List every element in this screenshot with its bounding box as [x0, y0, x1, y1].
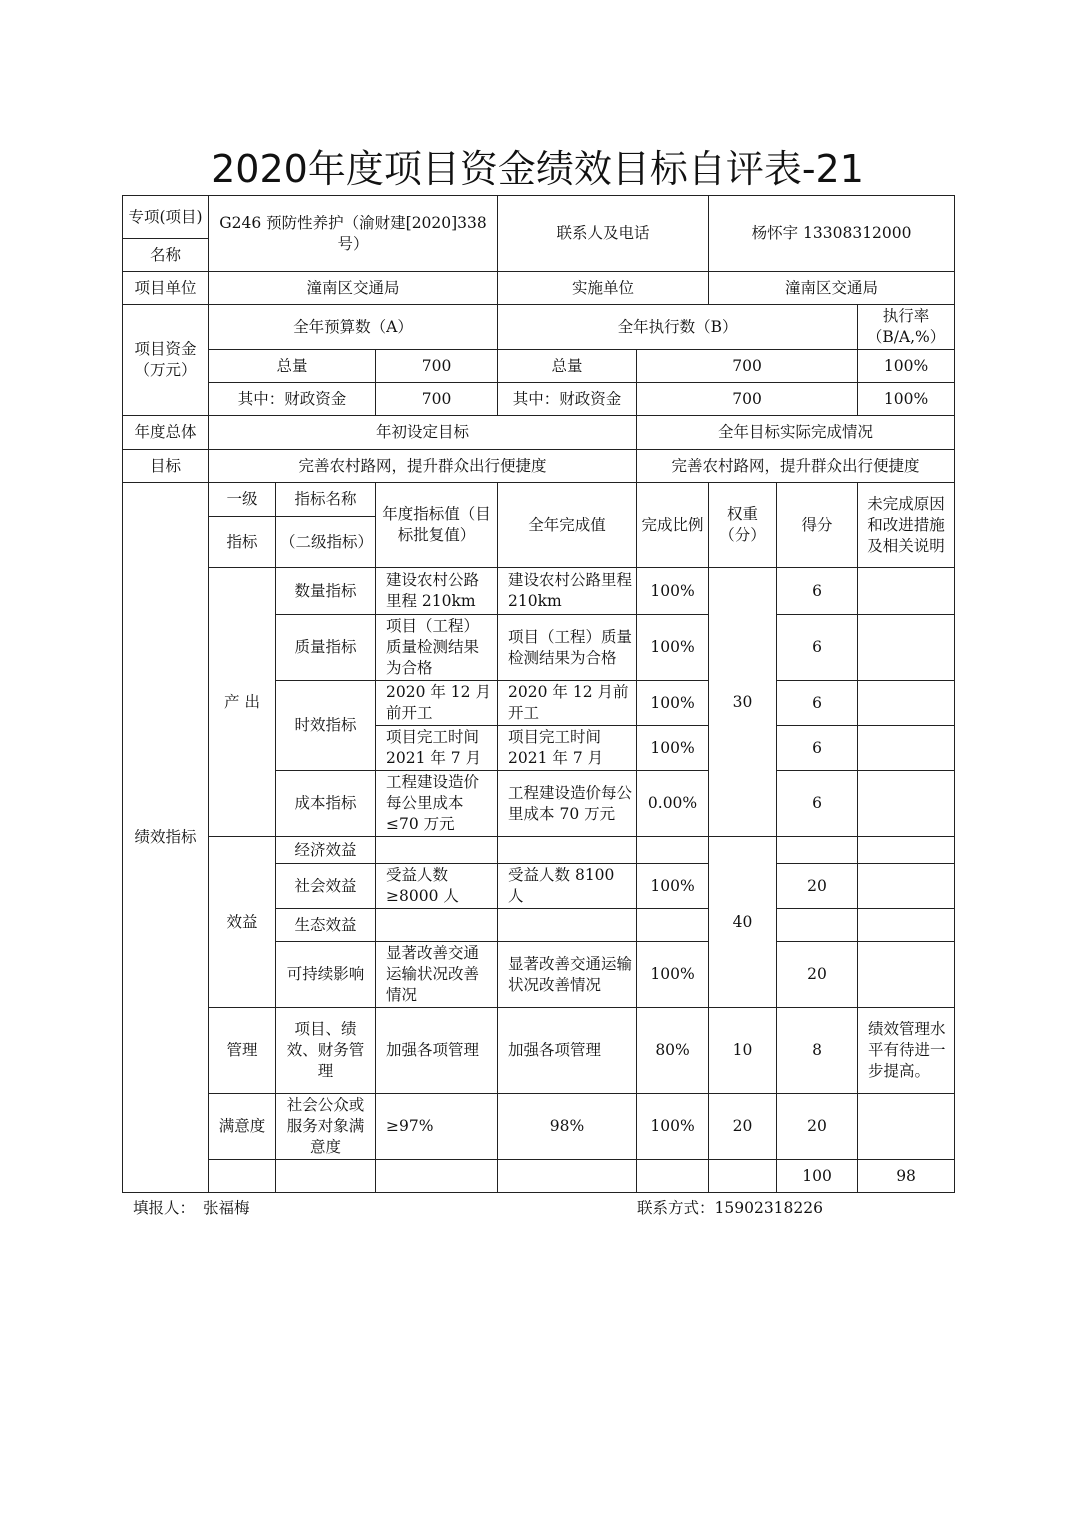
- quantity-ratio: 100%: [637, 568, 709, 615]
- project-name-label-2: 名称: [123, 239, 209, 272]
- quantity-score: 6: [777, 568, 858, 615]
- quantity-name: 数量指标: [276, 568, 376, 615]
- perf-section-label: 绩效指标: [123, 483, 209, 1193]
- h-reason: 未完成原因和改进措施及相关说明: [858, 483, 955, 568]
- economic-reason: [858, 837, 955, 864]
- unit-value: 潼南区交通局: [209, 272, 498, 305]
- satisfaction-level1: 满意度: [209, 1094, 276, 1160]
- satisfaction-score: 20: [777, 1094, 858, 1160]
- h-weight: 权重（分）: [709, 483, 777, 568]
- economic-name: 经济效益: [276, 837, 376, 864]
- time1-target: 2020 年 12 月前开工: [376, 681, 498, 726]
- quality-actual: 项目（工程）质量检测结果为合格: [498, 615, 637, 681]
- total-blank-5: [637, 1160, 709, 1193]
- social-name: 社会效益: [276, 864, 376, 909]
- fiscal-label: 其中：财政资金: [209, 383, 376, 416]
- satisfaction-reason: [858, 1094, 955, 1160]
- evaluation-table: [122, 195, 955, 1193]
- filler-label: 填报人：: [133, 1199, 196, 1217]
- filler-name: 张福梅: [203, 1199, 250, 1217]
- economic-score: [777, 837, 858, 864]
- actual-value: 完善农村路网，提升群众出行便捷度: [637, 450, 955, 483]
- sustain-ratio: 100%: [637, 942, 709, 1008]
- exec-header: 全年执行数（B）: [498, 305, 858, 350]
- quality-name: 质量指标: [276, 615, 376, 681]
- mgmt-ratio: 80%: [637, 1008, 709, 1094]
- budget-header: 全年预算数（A）: [209, 305, 498, 350]
- total-budget: 700: [376, 350, 498, 383]
- h-level1-2: 指标: [209, 517, 276, 568]
- time2-score: 6: [777, 726, 858, 771]
- fiscal-rate: 100%: [858, 383, 955, 416]
- contact-label: 联系人及电话: [498, 196, 709, 272]
- mgmt-name: 项目、绩效、财务管理: [276, 1008, 376, 1094]
- project-name-label: 专项(项目): [123, 196, 209, 239]
- economic-target: [376, 837, 498, 864]
- impl-value: 潼南区交通局: [709, 272, 955, 305]
- contact-value: 杨怀宇 13308312000: [709, 196, 955, 272]
- quality-ratio: 100%: [637, 615, 709, 681]
- sustain-name: 可持续影响: [276, 942, 376, 1008]
- time1-reason: [858, 681, 955, 726]
- output-label: 产 出: [209, 568, 276, 837]
- social-score: 20: [777, 864, 858, 909]
- rate-header: 执行率（B/A,%）: [858, 305, 955, 350]
- cost-name: 成本指标: [276, 771, 376, 837]
- footer-contact: [637, 1196, 823, 1218]
- footer-filler: [133, 1196, 250, 1218]
- fiscal-budget: 700: [376, 383, 498, 416]
- social-ratio: 100%: [637, 864, 709, 909]
- sustain-score: 20: [777, 942, 858, 1008]
- footer-contact-label: 联系方式：: [637, 1199, 715, 1217]
- h-level1: 一级: [209, 483, 276, 517]
- funds-label: 项目资金（万元）: [123, 305, 209, 416]
- cost-reason: [858, 771, 955, 837]
- h-name-2: （二级指标）: [276, 517, 376, 568]
- mgmt-score: 8: [777, 1008, 858, 1094]
- planned-header: 年初设定目标: [209, 416, 637, 450]
- ecological-actual: [498, 909, 637, 942]
- time2-ratio: 100%: [637, 726, 709, 771]
- page-title: 2020年度项目资金绩效目标自评表-21: [211, 147, 864, 191]
- quantity-target: 建设农村公路里程 210km: [376, 568, 498, 615]
- mgmt-weight: 10: [709, 1008, 777, 1094]
- economic-ratio: [637, 837, 709, 864]
- time1-ratio: 100%: [637, 681, 709, 726]
- h-ratio: 完成比例: [637, 483, 709, 568]
- h-target: 年度指标值（目标批复值）: [376, 483, 498, 568]
- social-actual: 受益人数 8100 人: [498, 864, 637, 909]
- total-blank-2: [276, 1160, 376, 1193]
- cost-ratio: 0.00%: [637, 771, 709, 837]
- actual-header: 全年目标实际完成情况: [637, 416, 955, 450]
- time2-actual: 项目完工时间 2021 年 7 月: [498, 726, 637, 771]
- quantity-reason: [858, 568, 955, 615]
- mgmt-reason: 绩效管理水平有待进一步提高。: [858, 1008, 955, 1094]
- annual-label-2: 目标: [123, 450, 209, 483]
- h-actual: 全年完成值: [498, 483, 637, 568]
- economic-actual: [498, 837, 637, 864]
- ecological-target: [376, 909, 498, 942]
- impl-label: 实施单位: [498, 272, 709, 305]
- annual-label: 年度总体: [123, 416, 209, 450]
- unit-label: 项目单位: [123, 272, 209, 305]
- quality-target: 项目（工程）质量检测结果为合格: [376, 615, 498, 681]
- quantity-actual: 建设农村公路里程 210km: [498, 568, 637, 615]
- cost-actual: 工程建设造价每公里成本 70 万元: [498, 771, 637, 837]
- total-blank-3: [376, 1160, 498, 1193]
- ecological-score: [777, 909, 858, 942]
- sustain-actual: 显著改善交通运输状况改善情况: [498, 942, 637, 1008]
- fiscal-exec: 700: [637, 383, 858, 416]
- fiscal-exec-label: 其中：财政资金: [498, 383, 637, 416]
- ecological-name: 生态效益: [276, 909, 376, 942]
- time2-reason: [858, 726, 955, 771]
- mgmt-actual: 加强各项管理: [498, 1008, 637, 1094]
- sustain-reason: [858, 942, 955, 1008]
- cost-score: 6: [777, 771, 858, 837]
- total-blank-4: [498, 1160, 637, 1193]
- social-target: 受益人数≥8000 人: [376, 864, 498, 909]
- total-label: 总量: [209, 350, 376, 383]
- cost-target: 工程建设造价每公里成本≤70 万元: [376, 771, 498, 837]
- time2-target: 项目完工时间 2021 年 7 月: [376, 726, 498, 771]
- mgmt-target: 加强各项管理: [376, 1008, 498, 1094]
- quality-reason: [858, 615, 955, 681]
- total-weight: 100: [777, 1160, 858, 1193]
- satisfaction-name: 社会公众或服务对象满意度: [276, 1094, 376, 1160]
- total-exec-label: 总量: [498, 350, 637, 383]
- total-score: 98: [858, 1160, 955, 1193]
- satisfaction-ratio: 100%: [637, 1094, 709, 1160]
- benefit-weight: 40: [709, 837, 777, 1008]
- footer-contact-value: 15902318226: [714, 1199, 823, 1217]
- h-name: 指标名称: [276, 483, 376, 517]
- total-exec: 700: [637, 350, 858, 383]
- time1-actual: 2020 年 12 月前开工: [498, 681, 637, 726]
- quality-score: 6: [777, 615, 858, 681]
- ecological-reason: [858, 909, 955, 942]
- satisfaction-target: ≥97%: [376, 1094, 498, 1160]
- ecological-ratio: [637, 909, 709, 942]
- sustain-target: 显著改善交通运输状况改善情况: [376, 942, 498, 1008]
- total-rate: 100%: [858, 350, 955, 383]
- h-score: 得分: [777, 483, 858, 568]
- planned-value: 完善农村路网，提升群众出行便捷度: [209, 450, 637, 483]
- total-blank-6: [709, 1160, 777, 1193]
- time1-score: 6: [777, 681, 858, 726]
- output-weight: 30: [709, 568, 777, 837]
- social-reason: [858, 864, 955, 909]
- total-blank-1: [209, 1160, 276, 1193]
- timeliness-name: 时效指标: [276, 681, 376, 771]
- satisfaction-actual: 98%: [498, 1094, 637, 1160]
- project-name-value: G246 预防性养护（渝财建[2020]338号）: [209, 196, 498, 272]
- mgmt-level1: 管理: [209, 1008, 276, 1094]
- benefit-label: 效益: [209, 837, 276, 1008]
- satisfaction-weight: 20: [709, 1094, 777, 1160]
